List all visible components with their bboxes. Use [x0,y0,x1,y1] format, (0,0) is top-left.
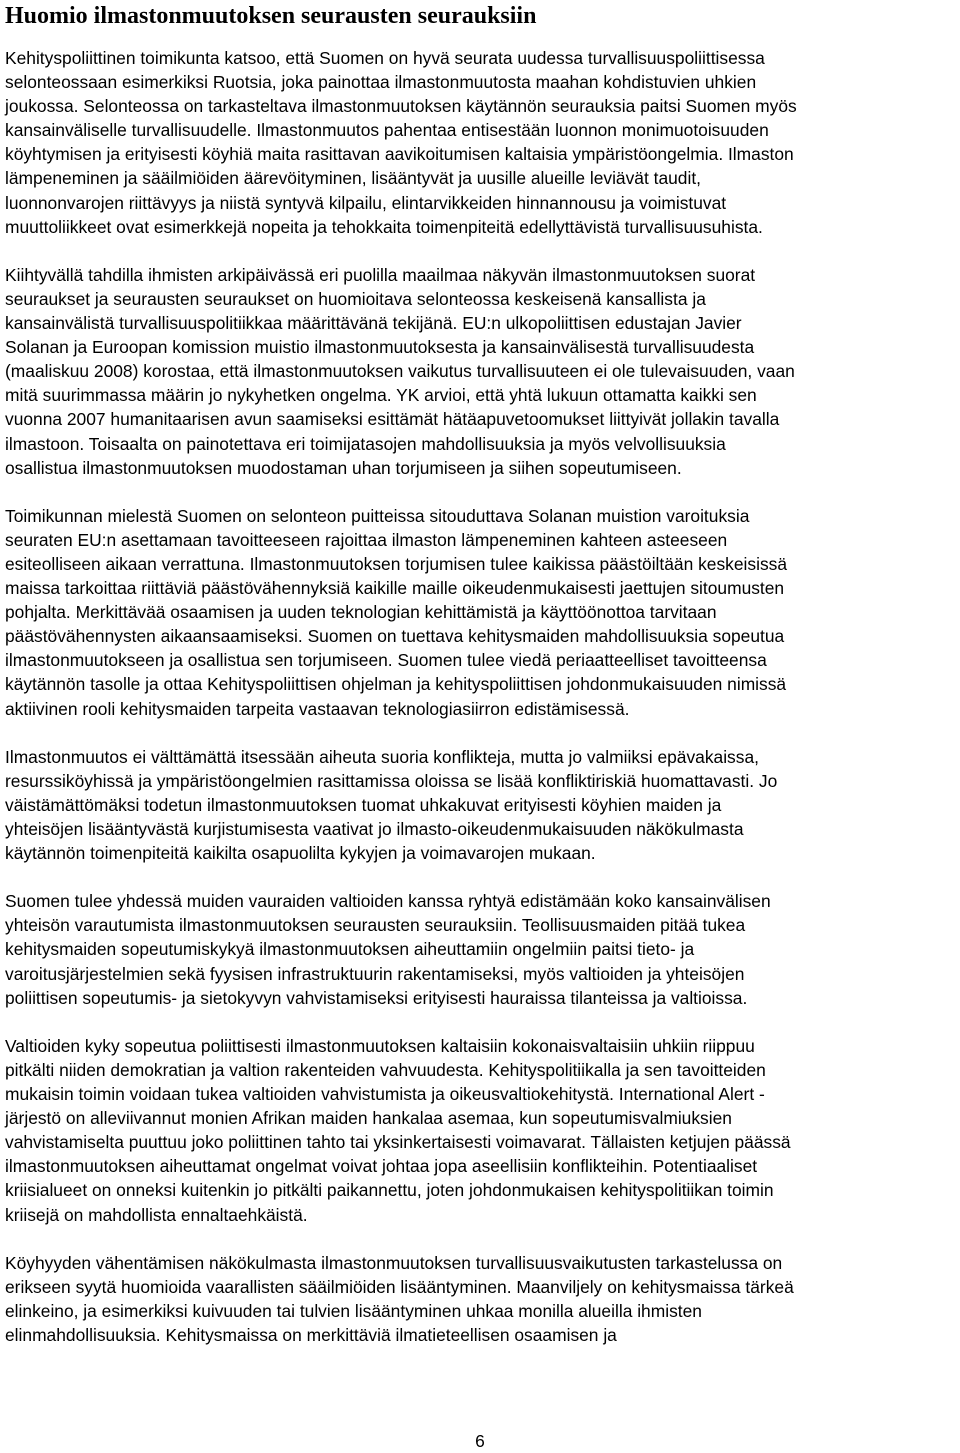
paragraph-line: vahvistamiselta puuttuu joko poliittinen tahto tai yksinkertaisesti voimavarat. Tällaisten ketjujen päässä [5,1132,791,1153]
paragraph-line: käytännön toimenpiteitä kaikilta osapuolilta kykyjen ja voimavarojen mukaan. [5,843,596,864]
paragraph-line: ilmastoon. Toisaalta on painotettava eri toimijatasojen mahdollisuuksia ja myös velvollisuuksia [5,433,726,454]
paragraph-line: ilmastonmuutokseen ja osallistua sen torjumiseen. Suomen tulee viedä periaatteelliset tavoitteensa [5,650,767,671]
paragraph-line: pitkälti niiden demokratian ja valtion rakenteiden vahvuudesta. Kehityspolitiikalla ja sen tavoitteiden [5,1059,766,1080]
paragraph-line: kansainväliselle turvallisuudelle. Ilmastonmuutos pahentaa entisestään luonnon monimuotoisuuden [5,120,769,141]
paragraph-line: elinmahdollisuuksia. Kehitysmaissa on merkittäviä ilmatieteellisen osaamisen ja [5,1324,617,1345]
page-number: 6 [475,1431,485,1451]
page-title: Huomio ilmastonmuutoksen seurausten seurauksiin [5,3,537,29]
paragraph-gap [5,1227,797,1251]
paragraph-line: Kehityspoliittinen toimikunta katsoo, että Suomen on hyvä seurata uudessa turvallisuuspoliittisessa [5,48,765,68]
paragraph-line: lämpeneminen ja sääilmiöiden äärevöityminen, lisääntyvät ja uusille alueille leviävät taudit, [5,168,702,189]
paragraph-gap [5,865,797,889]
paragraph-line: joukossa. Selonteossa on tarkasteltava ilmastonmuutoksen käytännön seurauksia paitsi Suomen myös [5,96,797,117]
paragraph-line: pohjalta. Merkittävää osaamisen ja uuden teknologian kehittämistä ja käyttöönottoa tarvitaan [5,602,717,623]
paragraph-line: Solanan ja Euroopan komission muistio ilmastonmuutoksesta ja kansainvälisestä turvallisuudesta [5,337,755,358]
paragraph-line: köyhtymisen ja erityisesti köyhiä maita rasittavan aavikoitumisen kaltaisia ympäristöongelmia. Ilmaston [5,144,794,165]
paragraph-line: yhteisön varautumista ilmastonmuutoksen seurausten seurauksiin. Teollisuusmaiden pitää tukea [5,915,746,936]
paragraph-line: väistämättömäksi todetun ilmastonmuutoksen tuomat uhkakuvat erityisesti köyhien maiden ja [5,794,722,815]
paragraph-gap [5,1010,797,1034]
paragraph-gap [5,239,797,263]
paragraph-line: luonnonvarojen riittävyys ja niistä syntyvä kilpailu, elintarvikkeiden hinnannousu ja voimistuvat [5,192,727,213]
paragraph-line: selonteossaan esimerkiksi Ruotsia, joka painottaa ilmastonmuutosta maahan kohdistuvien uhkien [5,72,757,93]
paragraph-line: mukaisin toimin voidaan tukea valtioiden vahvistumista ja oikeusvaltiokehitystä. International Alert - [5,1084,765,1105]
paragraph-line: Köyhyyden vähentämisen näkökulmasta ilmastonmuutoksen turvallisuusvaikutusten tarkastelussa on [5,1252,783,1273]
paragraph-line: Suomen tulee yhdessä muiden vauraiden valtioiden kanssa ryhtyä edistämään koko kansainvälisen [5,891,771,912]
paragraph-line: Ilmastonmuutos ei välttämättä itsessään aiheuta suoria konflikteja, mutta jo valmiiksi epävakaissa, [5,746,759,767]
paragraph-line: muuttoliikkeet ovat esimerkkejä nopeita ja tehokkaita toimenpiteitä edellyttävistä turvallisuusuhista. [5,216,763,237]
paragraph-line: elinkeino, ja esimerkiksi kuivuuden tai tulvien lisääntyminen uhkaa monilla alueilla ihmisten [5,1300,702,1321]
paragraph-line: osallistua ilmastonmuutoksen muodostaman uhan torjumiseen ja siihen sopeutumiseen. [5,457,682,478]
paragraph-line: erikseen syytä huomioida vaarallisten sääilmiöiden lisääntyminen. Maanviljely on kehitysmaissa tärkeä [5,1276,794,1297]
paragraph-line: Toimikunnan mielestä Suomen on selonteon puitteissa sitouduttava Solanan muistion varoituksia [5,505,750,526]
paragraph-line: käytännön tasolle ja ottaa Kehityspoliittisen ohjelman ja kehityspoliittisen johdonmukaisuuden nimissä [5,674,787,695]
paragraph-line: aktiivinen rooli kehitysmaiden tarpeita vastaavan teknologiasiirron edistämisessä. [5,698,630,719]
paragraph-line: esiteolliseen aikaan verrattuna. Ilmastonmuutoksen torjumisen tulee kaikissa päästöiltään keskeisissä [5,553,788,574]
paragraph-line: varoitusjärjestelmien sekä fyysisen infrastruktuurin rakentamiseksi, myös valtioiden ja yhteisöjen [5,963,745,984]
paragraph-line: kriisejä on mahdollista ennaltaehkäistä. [5,1204,308,1225]
paragraph-line: Kiihtyvällä tahdilla ihmisten arkipäivässä eri puolilla maailmaa näkyvän ilmastonmuutoksen suorat [5,264,756,285]
paragraph-line: mitä suurimmassa määrin jo nykyhetken ongelma. YK arvioi, että yhtä lukuun ottamatta kaikki sen [5,385,757,406]
paragraph-line: järjestö on alleviivannut monien Afrikan maiden hankalaa asemaa, kun sopeutumisvalmiuksien [5,1108,732,1129]
paragraph-line: päästövähennysten aikaansaamiseksi. Suomen on tuettava kehitysmaiden mahdollisuuksia sopeutua [5,626,785,647]
paragraph-line: maissa tarkoittaa riittäviä päästövähennyksiä kaikille maille oikeudenmukaisesti jaettujen sitoumusten [5,578,785,599]
paragraph-line: resurssiköyhissä ja ympäristöongelmien rasittamissa oloissa se lisää konfliktiriskiä huomattavasti. Jo [5,770,778,791]
paragraph-line: kehitysmaiden sopeutumiskykyä ilmastonmuutoksen aiheuttamiin ongelmiin paitsi tieto- ja [5,939,695,960]
paragraph-line: ilmastonmuutoksen aiheuttamat ongelmat voivat johtaa jopa aseellisiin konflikteihin. Potentiaaliset [5,1156,758,1177]
paragraph-gap [5,721,797,745]
paragraph-line: kansainvälistä turvallisuuspolitiikkaa määrittävänä tekijänä. EU:n ulkopoliittisen edustajan Javier [5,313,742,334]
paragraph-line: vuonna 2007 humanitaarisen avun saamiseksi esittämät hätäapuvetoomukset liittyivät jollakin tavalla [5,409,780,430]
paragraph-line: seuraten EU:n asettamaan tavoitteeseen rajoittaa ilmaston lämpeneminen kahteen asteeseen [5,529,728,550]
paragraph-line: seuraukset ja seurausten seuraukset on huomioitava selonteossa keskeisenä kansallista ja [5,288,706,309]
paragraph-line: Valtioiden kyky sopeutua poliittisesti ilmastonmuutoksen kaltaisiin kokonaisvaltaisiin uhkiin riippuu [5,1035,755,1056]
document-body [5,46,797,1347]
paragraph-line: kriisialueet on onneksi kuitenkin jo pitkälti paikannettu, joten johdonmukaisen kehityspolitiikan toimin [5,1180,774,1201]
paragraph-gap [5,480,797,504]
paragraph-line: yhteisöjen lisääntyvästä kurjistumisesta vaativat jo ilmasto-oikeudenmukaisuuden näkökulmasta [5,819,744,839]
paragraph-line: (maaliskuu 2008) korostaa, että ilmastonmuutoksen vaikutus turvallisuuteen ei ole tulevaisuuden, vaan [5,361,795,382]
paragraph-line: poliittisen sopeutumis- ja sietokyvyn vahvistamiseksi erityisesti hauraissa tilanteissa ja valtioissa. [5,987,748,1008]
